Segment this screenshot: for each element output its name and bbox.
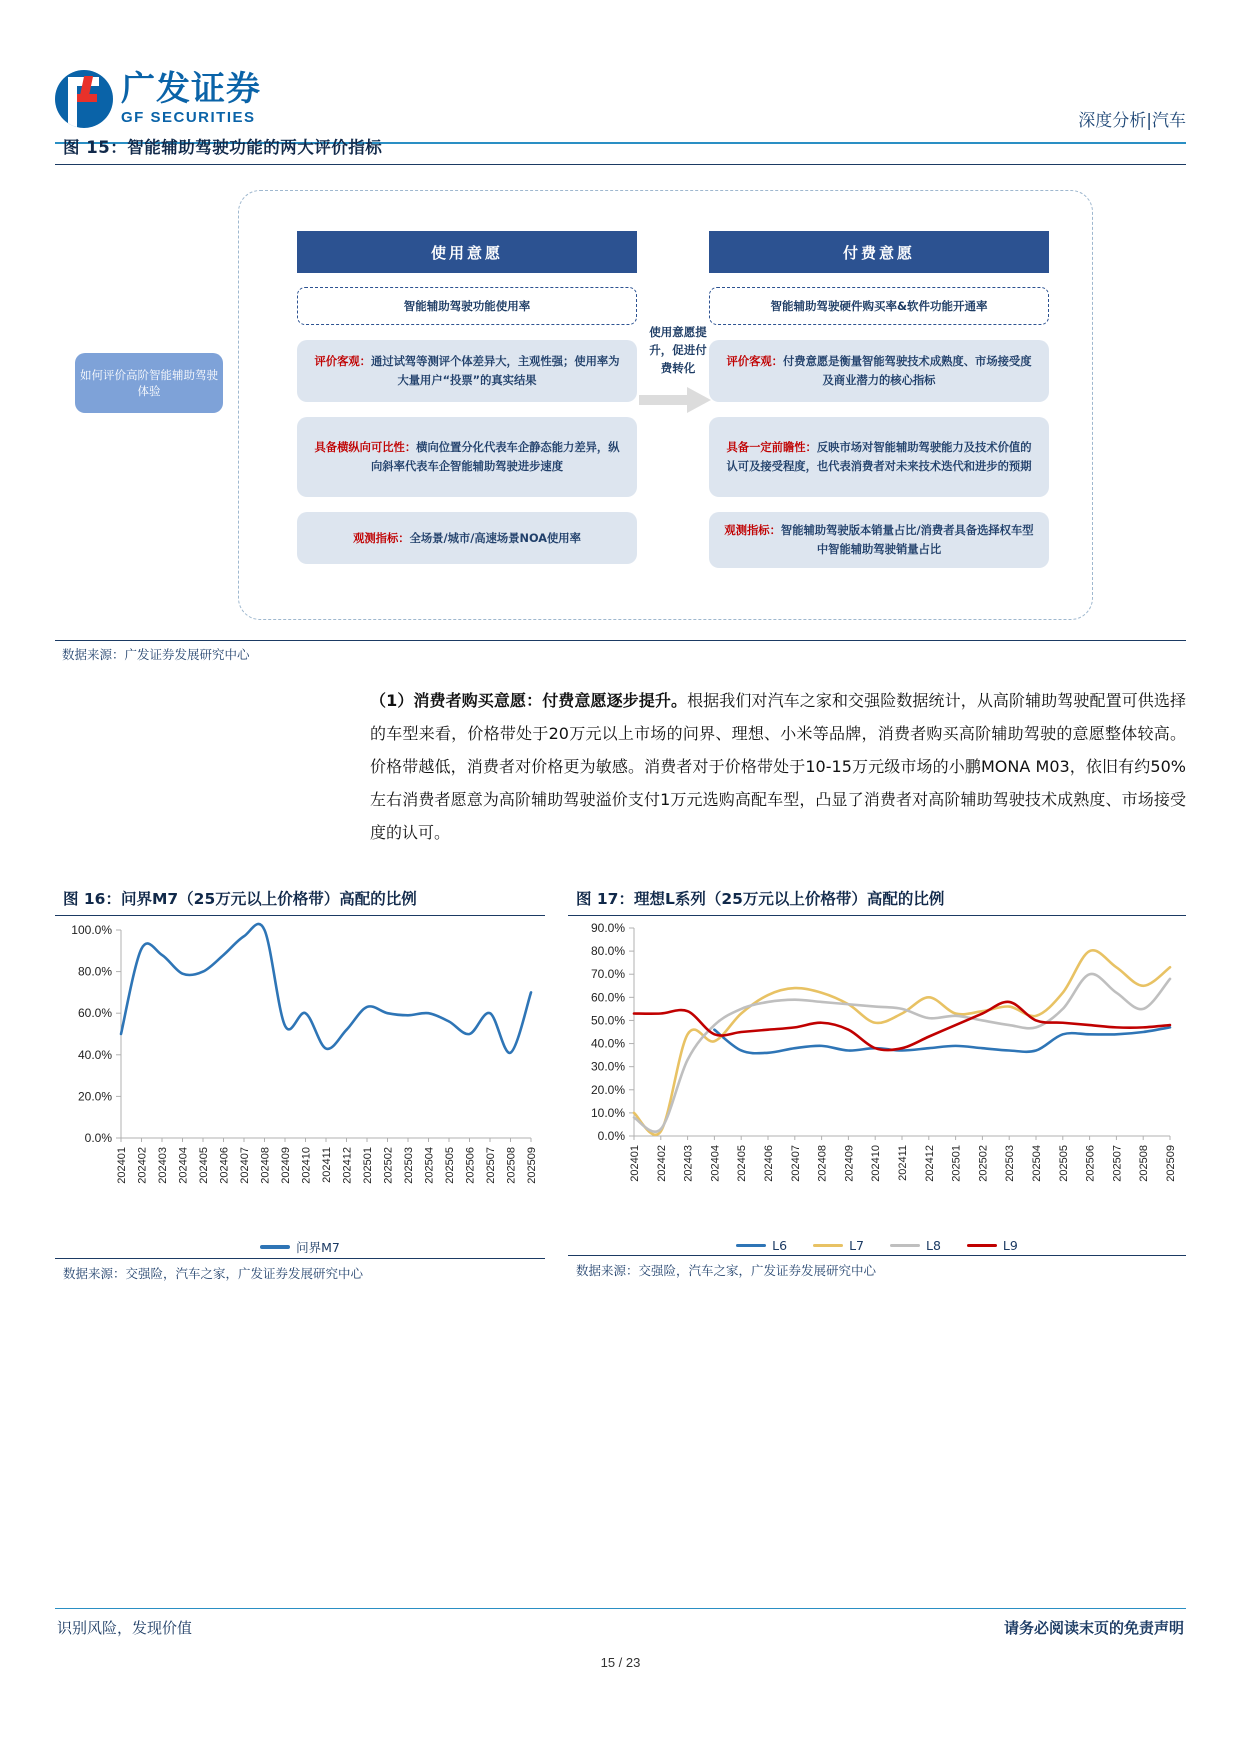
svg-text:202501: 202501 xyxy=(950,1145,963,1182)
svg-text:202406: 202406 xyxy=(218,1147,231,1184)
svg-text:202505: 202505 xyxy=(1057,1145,1070,1182)
legend-item-问界M7[interactable] xyxy=(260,1238,340,1256)
svg-text:10.0%: 10.0% xyxy=(590,1105,625,1120)
payment-point-1 xyxy=(709,340,1049,402)
column-header-payment: 付费意愿 xyxy=(709,231,1049,273)
svg-text:40.0%: 40.0% xyxy=(590,1036,625,1051)
figure-17-title: 图 17：理想L系列（25万元以上价格带）高配的比例 xyxy=(568,885,1186,916)
svg-text:202404: 202404 xyxy=(177,1147,190,1184)
svg-text:202402: 202402 xyxy=(136,1147,149,1184)
svg-text:202401: 202401 xyxy=(629,1145,641,1182)
svg-text:60.0%: 60.0% xyxy=(590,990,625,1005)
usage-point-2-text: 横向位置分化代表车企静态能力差异，纵向斜率代表车企智能辅助驾驶进步速度 xyxy=(370,441,620,473)
svg-text:202507: 202507 xyxy=(1111,1145,1124,1182)
gf-logo-accent-icon xyxy=(80,76,93,96)
legend-swatch-L9 xyxy=(967,1244,997,1248)
column-header-usage: 使用意愿 xyxy=(297,231,637,273)
payment-point-3-text: 智能辅助驾驶版本销量占比/消费者具备选择权车型中智能辅助驾驶销量占比 xyxy=(780,524,1034,556)
usage-point-1-lead: 评价客观： xyxy=(314,355,371,368)
svg-text:202502: 202502 xyxy=(977,1145,990,1182)
svg-text:202506: 202506 xyxy=(464,1147,477,1184)
column-subtitle-payment: 智能辅助驾驶硬件购买率&软件功能开通率 xyxy=(709,287,1049,325)
svg-text:202503: 202503 xyxy=(403,1147,415,1184)
payment-point-1-text: 付费意愿是衡量智能驾驶技术成熟度、市场接受度及商业潜力的核心指标 xyxy=(782,355,1032,387)
svg-text:0.0%: 0.0% xyxy=(84,1131,112,1145)
svg-text:202508: 202508 xyxy=(505,1147,518,1184)
gf-logo-mark-icon xyxy=(55,70,113,128)
figure-15-title-bar xyxy=(55,130,1186,165)
body-paragraph xyxy=(370,684,1186,849)
figure-15-source-divider xyxy=(55,640,1186,641)
figure-16-title: 图 16：问界M7（25万元以上价格带）高配的比例 xyxy=(55,885,545,916)
footer-page-number: 15 / 23 xyxy=(600,1655,641,1670)
svg-text:202508: 202508 xyxy=(1138,1145,1151,1182)
svg-text:202411: 202411 xyxy=(321,1147,333,1183)
svg-text:202503: 202503 xyxy=(1004,1145,1017,1182)
svg-text:202409: 202409 xyxy=(280,1147,292,1184)
svg-text:202412: 202412 xyxy=(923,1145,936,1182)
diagram-entry-node: 如何评价高阶智能辅助驾驶体验 xyxy=(75,353,223,413)
header-breadcrumb: 深度分析|汽车 xyxy=(1078,111,1186,131)
legend-item-L8[interactable] xyxy=(890,1238,941,1253)
svg-text:202407: 202407 xyxy=(789,1145,802,1182)
svg-text:100.0%: 100.0% xyxy=(71,923,112,937)
svg-text:202505: 202505 xyxy=(444,1147,456,1184)
svg-text:202410: 202410 xyxy=(300,1147,313,1184)
diagram-column-usage-willingness xyxy=(297,231,637,564)
svg-text:202406: 202406 xyxy=(763,1145,775,1182)
series-line-L7 xyxy=(634,950,1170,1134)
svg-text:90.0%: 90.0% xyxy=(590,921,625,935)
usage-point-2-lead: 具备横纵向可比性： xyxy=(314,441,417,454)
series-line-问界M7 xyxy=(121,924,531,1053)
svg-text:40.0%: 40.0% xyxy=(77,1047,112,1062)
svg-text:202409: 202409 xyxy=(843,1145,856,1182)
legend-label-L9: L9 xyxy=(1002,1238,1018,1253)
figure-15-title: 图 15：智能辅助驾驶功能的两大评价指标 xyxy=(63,138,383,157)
legend-swatch-L8 xyxy=(890,1244,920,1248)
svg-text:80.0%: 80.0% xyxy=(77,964,112,979)
footer-disclaimer: 请务必阅读末页的免责声明 xyxy=(1003,1619,1184,1637)
legend-item-L9[interactable] xyxy=(967,1238,1018,1253)
legend-label-问界M7: 问界M7 xyxy=(296,1240,340,1255)
legend-swatch-L6 xyxy=(736,1244,766,1248)
payment-point-3-lead: 观测指标： xyxy=(724,524,781,537)
legend-item-L6[interactable] xyxy=(736,1238,787,1253)
legend-swatch-问界M7 xyxy=(260,1245,290,1249)
legend-swatch-L7 xyxy=(813,1244,843,1248)
svg-text:202410: 202410 xyxy=(870,1145,883,1182)
body-paragraph-lead: （1）消费者购买意愿：付费意愿逐步提升。 xyxy=(370,691,688,710)
legend-label-L6: L6 xyxy=(772,1238,788,1253)
svg-text:202407: 202407 xyxy=(239,1147,251,1184)
usage-point-3-lead: 观测指标： xyxy=(353,531,410,545)
figure-16-source: 数据来源：交强险，汽车之家，广发证券发展研究中心 xyxy=(63,1266,364,1282)
svg-text:20.0%: 20.0% xyxy=(590,1082,625,1097)
figure-15-area xyxy=(55,163,1186,633)
figure-17-chart xyxy=(568,916,1186,1236)
payment-point-2 xyxy=(709,417,1049,497)
svg-text:20.0%: 20.0% xyxy=(77,1089,112,1104)
svg-text:202408: 202408 xyxy=(259,1147,272,1184)
body-paragraph-text: 根据我们对汽车之家和交强险数据统计，从高阶辅助驾驶配置可供选择的车型来看，价格带处于20万元以上市场的问界、理想、小米等品牌，消费者购买高阶辅助驾驶的意愿整体较高。价格带越低，消费者对价格更为敏感。消费者对于价格带处于10-15万元级市场的小鹏MONA M03，依旧有约50%左右消费者愿意为高阶辅助驾驶溢价支付1万元选购高配车型，凸显了消费者对高阶辅助驾驶技术成熟度、市场接受度的认可。 xyxy=(370,691,1186,842)
column-subtitle-usage: 智能辅助驾驶功能使用率 xyxy=(297,287,637,325)
svg-text:202405: 202405 xyxy=(736,1145,749,1182)
svg-text:202405: 202405 xyxy=(198,1147,210,1184)
svg-text:50.0%: 50.0% xyxy=(590,1013,625,1028)
svg-text:202404: 202404 xyxy=(709,1145,722,1182)
usage-point-3 xyxy=(297,512,637,564)
figure-17-source: 数据来源：交强险，汽车之家，广发证券发展研究中心 xyxy=(576,1263,877,1279)
usage-point-1 xyxy=(297,340,637,402)
legend-label-L8: L8 xyxy=(926,1238,941,1253)
svg-text:70.0%: 70.0% xyxy=(590,967,625,982)
legend-item-L7[interactable] xyxy=(813,1238,864,1253)
figure-16-chart xyxy=(55,916,545,1236)
svg-text:0.0%: 0.0% xyxy=(597,1129,625,1143)
figure-16-legend xyxy=(55,1238,545,1256)
svg-text:202502: 202502 xyxy=(382,1147,395,1184)
payment-point-3 xyxy=(709,512,1049,568)
right-arrow-icon xyxy=(639,387,711,413)
svg-text:202403: 202403 xyxy=(682,1145,695,1182)
logo-company-name-en: GF SECURITIES xyxy=(121,109,256,126)
svg-text:202507: 202507 xyxy=(485,1147,497,1184)
footer-slogan: 识别风险，发现价值 xyxy=(57,1619,193,1637)
svg-text:202506: 202506 xyxy=(1084,1145,1097,1182)
svg-text:30.0%: 30.0% xyxy=(590,1059,625,1074)
svg-text:202411: 202411 xyxy=(897,1145,909,1181)
payment-point-2-text: 反映市场对智能辅助驾驶能力及技术价值的认可及接受程度，也代表消费者对未来技术迭代和进步的预期 xyxy=(726,441,1032,473)
svg-text:202509: 202509 xyxy=(526,1147,538,1184)
svg-text:202412: 202412 xyxy=(341,1147,354,1184)
figure-17-legend xyxy=(568,1238,1186,1253)
figure-15-source: 数据来源：广发证券发展研究中心 xyxy=(62,647,250,662)
figure-16-panel xyxy=(55,885,545,1282)
logo-text-block xyxy=(121,70,261,126)
svg-text:202408: 202408 xyxy=(816,1145,829,1182)
payment-point-1-lead: 评价客观： xyxy=(726,355,783,368)
footer-divider xyxy=(55,1608,1186,1609)
usage-point-3-text: 全场景/城市/高速场景NOA使用率 xyxy=(409,531,581,545)
legend-label-L7: L7 xyxy=(849,1238,864,1253)
svg-text:202402: 202402 xyxy=(655,1145,668,1182)
svg-text:202504: 202504 xyxy=(423,1147,436,1184)
svg-text:60.0%: 60.0% xyxy=(77,1006,112,1021)
usage-point-2 xyxy=(297,417,637,497)
svg-text:202501: 202501 xyxy=(362,1147,374,1184)
diagram-column-payment-willingness xyxy=(709,231,1049,568)
usage-point-1-text: 通过试驾等测评个体差异大，主观性强；使用率为大量用户“投票”的真实结果 xyxy=(370,355,620,387)
svg-text:202401: 202401 xyxy=(116,1147,128,1184)
diagram-outer-container xyxy=(238,190,1093,620)
figure-16-svg xyxy=(55,916,545,1216)
payment-point-2-lead: 具备一定前瞻性： xyxy=(726,441,817,454)
figure-17-svg xyxy=(568,916,1186,1216)
diagram-middle-caption: 使用意愿提升，促进付费转化 xyxy=(649,325,707,375)
figure-17-panel xyxy=(568,885,1186,1279)
svg-text:80.0%: 80.0% xyxy=(590,944,625,959)
logo-company-name-cn: 广发证券 xyxy=(121,69,261,109)
svg-text:202509: 202509 xyxy=(1165,1145,1177,1182)
series-line-L8 xyxy=(634,974,1170,1132)
svg-text:202504: 202504 xyxy=(1031,1145,1043,1182)
gf-securities-logo xyxy=(55,70,261,128)
svg-text:202403: 202403 xyxy=(157,1147,169,1184)
